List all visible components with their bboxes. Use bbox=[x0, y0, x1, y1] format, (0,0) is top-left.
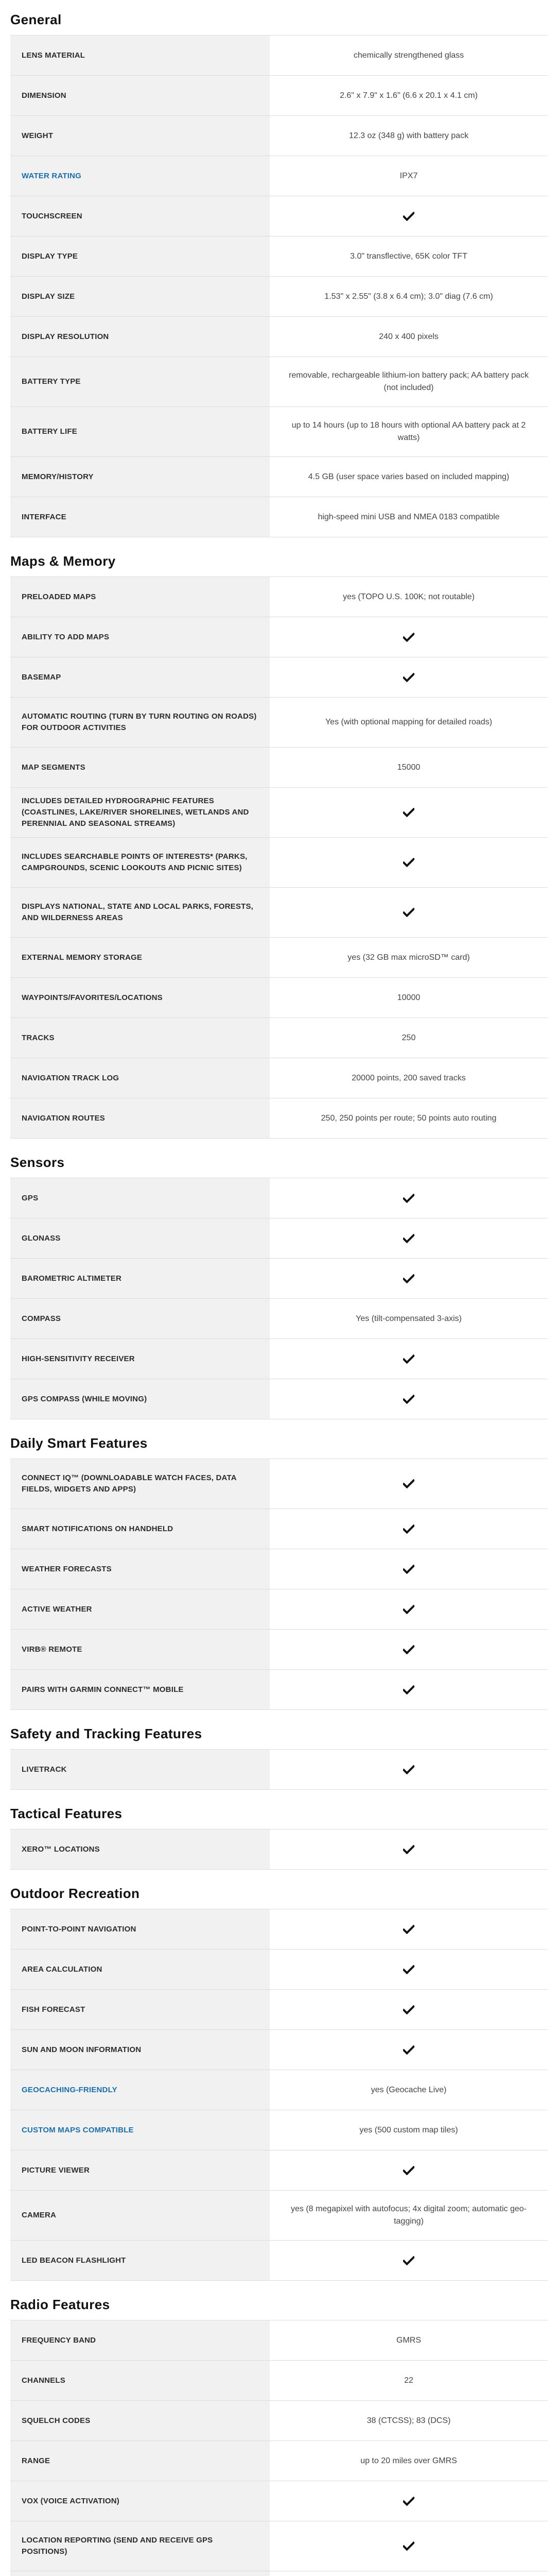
spec-table bbox=[10, 1749, 548, 1790]
spec-value: yes (TOPO U.S. 100K; not routable) bbox=[343, 592, 475, 601]
spec-value: 2.6" x 7.9" x 1.6" (6.6 x 20.1 x 4.1 cm) bbox=[340, 91, 478, 100]
spec-label: NAVIGATION ROUTES bbox=[10, 1098, 270, 1138]
spec-value: 1.53" x 2.55" (3.8 x 6.4 cm); 3.0" diag (7.6 cm) bbox=[324, 292, 493, 301]
spec-row bbox=[10, 1459, 548, 1509]
spec-label: NAVIGATION TRACK LOG bbox=[10, 1058, 270, 1098]
spec-value bbox=[270, 1259, 548, 1298]
spec-value: chemically strengthened glass bbox=[353, 50, 464, 60]
checkmark-icon bbox=[403, 1605, 414, 1614]
checkmark-icon bbox=[403, 1925, 414, 1934]
section-tactical-features bbox=[10, 1803, 548, 1870]
spec-label: SQUELCH CODES bbox=[10, 2401, 270, 2441]
spec-label-link[interactable]: CUSTOM MAPS COMPATIBLE bbox=[10, 2110, 270, 2150]
spec-value: yes (8 megapixel with autofocus; 4x digital zoom; automatic geo-tagging) bbox=[290, 2205, 527, 2226]
spec-label: VOX (VOICE ACTIVATION) bbox=[10, 2481, 270, 2521]
spec-row bbox=[10, 236, 548, 277]
checkmark-icon bbox=[403, 2045, 414, 2055]
spec-value bbox=[270, 838, 548, 887]
spec-value bbox=[270, 788, 548, 837]
spec-row bbox=[10, 277, 548, 317]
checkmark-icon bbox=[403, 1479, 414, 1488]
spec-row bbox=[10, 116, 548, 156]
spec-row bbox=[10, 156, 548, 196]
spec-table bbox=[10, 1829, 548, 1870]
spec-row bbox=[10, 978, 548, 1018]
spec-value: high-speed mini USB and NMEA 0183 compatible bbox=[318, 512, 500, 521]
spec-label: GPS bbox=[10, 1178, 270, 1218]
checkmark-icon bbox=[403, 1395, 414, 1404]
spec-row bbox=[10, 2320, 548, 2361]
spec-table bbox=[10, 577, 548, 1139]
spec-value bbox=[270, 2241, 548, 2280]
spec-value bbox=[270, 1379, 548, 1419]
spec-row bbox=[10, 76, 548, 116]
spec-value: 10000 bbox=[397, 993, 421, 1002]
spec-row bbox=[10, 2401, 548, 2441]
spec-label: LENS MATERIAL bbox=[10, 36, 270, 75]
section-title: Maps & Memory bbox=[10, 553, 116, 569]
spec-row bbox=[10, 1259, 548, 1299]
checkmark-icon bbox=[403, 673, 414, 682]
spec-label: WEIGHT bbox=[10, 116, 270, 156]
section-title: Daily Smart Features bbox=[10, 1435, 148, 1451]
spec-label: DISPLAY SIZE bbox=[10, 277, 270, 316]
spec-label: CAMERA bbox=[10, 2191, 270, 2240]
spec-label: SMART NOTIFICATIONS ON HANDHELD bbox=[10, 1509, 270, 1549]
spec-label-link[interactable]: GEOCACHING-FRIENDLY bbox=[10, 2070, 270, 2110]
spec-value: 20000 points, 200 saved tracks bbox=[352, 1073, 466, 1082]
spec-label bbox=[10, 2571, 270, 2576]
spec-table bbox=[10, 2320, 548, 2576]
spec-value: yes (500 custom map tiles) bbox=[359, 2125, 458, 2134]
section-outdoor-recreation bbox=[10, 1883, 548, 2281]
spec-label: LOCATION REPORTING (SEND AND RECEIVE GPS POSITIONS) bbox=[10, 2521, 270, 2571]
checkmark-icon bbox=[403, 1274, 414, 1283]
spec-label: POINT-TO-POINT NAVIGATION bbox=[10, 1909, 270, 1949]
spec-row bbox=[10, 407, 548, 457]
spec-row bbox=[10, 2150, 548, 2191]
checkmark-icon bbox=[403, 2005, 414, 2014]
spec-label: CHANNELS bbox=[10, 2361, 270, 2400]
checkmark-icon bbox=[403, 1565, 414, 1574]
spec-label: DISPLAY TYPE bbox=[10, 236, 270, 276]
spec-value bbox=[270, 1829, 548, 1869]
checkmark-icon bbox=[403, 808, 414, 817]
spec-row bbox=[10, 1218, 548, 1259]
spec-row bbox=[10, 2191, 548, 2241]
spec-label: BATTERY LIFE bbox=[10, 407, 270, 456]
spec-value bbox=[270, 1990, 548, 2029]
spec-value bbox=[270, 1630, 548, 1669]
spec-label: EXTERNAL MEMORY STORAGE bbox=[10, 938, 270, 977]
spec-label: HIGH-SENSITIVITY RECEIVER bbox=[10, 1339, 270, 1379]
spec-row bbox=[10, 788, 548, 838]
spec-row bbox=[10, 1829, 548, 1870]
spec-row bbox=[10, 2571, 548, 2576]
spec-label: FISH FORECAST bbox=[10, 1990, 270, 2029]
spec-row bbox=[10, 617, 548, 657]
spec-label: LIVETRACK bbox=[10, 1750, 270, 1789]
spec-value: 3.0" transflective, 65K color TFT bbox=[350, 251, 467, 261]
spec-value: up to 20 miles over GMRS bbox=[360, 2456, 457, 2465]
spec-label-link[interactable]: WATER RATING bbox=[10, 156, 270, 196]
spec-row bbox=[10, 938, 548, 978]
checkmark-icon bbox=[403, 1765, 414, 1774]
spec-label: AUTOMATIC ROUTING (TURN BY TURN ROUTING ON ROADS) FOR OUTDOOR ACTIVITIES bbox=[10, 698, 270, 747]
spec-row bbox=[10, 1670, 548, 1710]
checkmark-icon bbox=[403, 2497, 414, 2506]
section-title: Outdoor Recreation bbox=[10, 1886, 140, 1901]
spec-label: FREQUENCY BAND bbox=[10, 2320, 270, 2360]
spec-label: PRELOADED MAPS bbox=[10, 577, 270, 617]
spec-value bbox=[270, 2571, 548, 2576]
spec-value: 12.3 oz (348 g) with battery pack bbox=[348, 131, 469, 140]
spec-value: yes (32 GB max microSD™ card) bbox=[347, 953, 470, 962]
spec-value bbox=[270, 657, 548, 697]
section-safety-and-tracking-features bbox=[10, 1723, 548, 1790]
checkmark-icon bbox=[403, 212, 414, 221]
checkmark-icon bbox=[403, 1234, 414, 1243]
spec-row bbox=[10, 1909, 548, 1950]
spec-label: MAP SEGMENTS bbox=[10, 748, 270, 787]
section-title: Radio Features bbox=[10, 2297, 110, 2312]
spec-value: 4.5 GB (user space varies based on included mapping) bbox=[308, 472, 510, 481]
spec-label: TRACKS bbox=[10, 1018, 270, 1058]
spec-value bbox=[270, 617, 548, 657]
spec-row bbox=[10, 1058, 548, 1098]
spec-value bbox=[270, 1950, 548, 1989]
spec-table bbox=[10, 1909, 548, 2281]
spec-label: INCLUDES DETAILED HYDROGRAPHIC FEATURES (COASTLINES, LAKE/RIVER SHORELINES, WETLANDS AND PERENNIAL AND SEASONAL STREAMS) bbox=[10, 788, 270, 837]
section-title: General bbox=[10, 12, 62, 27]
spec-value bbox=[270, 2150, 548, 2190]
spec-label: COMPASS bbox=[10, 1299, 270, 1338]
spec-value: 250 bbox=[402, 1033, 416, 1042]
checkmark-icon bbox=[403, 1194, 414, 1203]
section-maps-memory bbox=[10, 551, 548, 1139]
spec-value: up to 14 hours (up to 18 hours with optional AA battery pack at 2 watts) bbox=[291, 421, 526, 442]
spec-value: 22 bbox=[404, 2376, 413, 2385]
checkmark-icon bbox=[403, 1354, 414, 1364]
spec-value: 240 x 400 pixels bbox=[379, 332, 439, 341]
spec-value: yes (Geocache Live) bbox=[371, 2085, 447, 2094]
spec-row bbox=[10, 2110, 548, 2150]
spec-label: TOUCHSCREEN bbox=[10, 196, 270, 236]
checkmark-icon bbox=[403, 1685, 414, 1694]
spec-label: GPS COMPASS (WHILE MOVING) bbox=[10, 1379, 270, 1419]
spec-value bbox=[270, 1750, 548, 1789]
spec-label: DISPLAY RESOLUTION bbox=[10, 317, 270, 357]
spec-row bbox=[10, 1178, 548, 1218]
checkmark-icon bbox=[403, 2541, 414, 2551]
checkmark-icon bbox=[403, 1645, 414, 1654]
spec-label: CONNECT IQ™ (DOWNLOADABLE WATCH FACES, DATA FIELDS, WIDGETS AND APPS) bbox=[10, 1459, 270, 1509]
spec-table bbox=[10, 1178, 548, 1419]
spec-row bbox=[10, 1950, 548, 1990]
spec-row bbox=[10, 497, 548, 537]
spec-row bbox=[10, 1589, 548, 1630]
checkmark-icon bbox=[403, 2166, 414, 2175]
section-radio-features bbox=[10, 2294, 548, 2576]
spec-label: PAIRS WITH GARMIN CONNECT™ MOBILE bbox=[10, 1670, 270, 1709]
checkmark-icon bbox=[403, 1965, 414, 1974]
spec-value bbox=[270, 1339, 548, 1379]
spec-row bbox=[10, 1630, 548, 1670]
spec-label: SUN AND MOON INFORMATION bbox=[10, 2030, 270, 2070]
spec-value: 15000 bbox=[397, 762, 421, 772]
spec-value bbox=[270, 888, 548, 937]
checkmark-icon bbox=[403, 1524, 414, 1534]
spec-label: DIMENSION bbox=[10, 76, 270, 115]
spec-row bbox=[10, 2070, 548, 2110]
spec-row bbox=[10, 1990, 548, 2030]
spec-label: LED BEACON FLASHLIGHT bbox=[10, 2241, 270, 2280]
checkmark-icon bbox=[403, 908, 414, 917]
spec-value: IPX7 bbox=[399, 171, 418, 180]
spec-value bbox=[270, 1509, 548, 1549]
spec-label: AREA CALCULATION bbox=[10, 1950, 270, 1989]
checkmark-icon bbox=[403, 2256, 414, 2265]
checkmark-icon bbox=[403, 1845, 414, 1854]
spec-value: Yes (tilt-compensated 3-axis) bbox=[356, 1314, 462, 1323]
spec-value: 250, 250 points per route; 50 points auto routing bbox=[321, 1113, 497, 1123]
spec-row bbox=[10, 196, 548, 236]
spec-row bbox=[10, 577, 548, 617]
section-general bbox=[10, 9, 548, 537]
spec-row bbox=[10, 1750, 548, 1790]
spec-row bbox=[10, 1379, 548, 1419]
spec-label: GLONASS bbox=[10, 1218, 270, 1258]
spec-value bbox=[270, 1589, 548, 1629]
section-sensors bbox=[10, 1152, 548, 1419]
spec-row bbox=[10, 2030, 548, 2070]
spec-label: BASEMAP bbox=[10, 657, 270, 697]
spec-label: WEATHER FORECASTS bbox=[10, 1549, 270, 1589]
spec-row bbox=[10, 1018, 548, 1058]
spec-row bbox=[10, 457, 548, 497]
section-daily-smart-features bbox=[10, 1433, 548, 1710]
spec-table bbox=[10, 35, 548, 537]
spec-row bbox=[10, 1098, 548, 1139]
spec-row bbox=[10, 2361, 548, 2401]
spec-label: ACTIVE WEATHER bbox=[10, 1589, 270, 1629]
section-title: Safety and Tracking Features bbox=[10, 1726, 202, 1741]
spec-row bbox=[10, 1549, 548, 1589]
spec-label: XERO™ LOCATIONS bbox=[10, 1829, 270, 1869]
spec-value bbox=[270, 1178, 548, 1218]
spec-label: BATTERY TYPE bbox=[10, 357, 270, 406]
spec-label: INTERFACE bbox=[10, 497, 270, 537]
spec-row bbox=[10, 1299, 548, 1339]
spec-row bbox=[10, 698, 548, 748]
spec-row bbox=[10, 1339, 548, 1379]
spec-value bbox=[270, 2521, 548, 2571]
spec-row bbox=[10, 838, 548, 888]
spec-label: VIRB® REMOTE bbox=[10, 1630, 270, 1669]
spec-value: GMRS bbox=[396, 2335, 421, 2345]
spec-row bbox=[10, 888, 548, 938]
spec-row bbox=[10, 2481, 548, 2521]
spec-value bbox=[270, 1909, 548, 1949]
spec-label: DISPLAYS NATIONAL, STATE AND LOCAL PARKS, FORESTS, AND WILDERNESS AREAS bbox=[10, 888, 270, 937]
spec-label: RANGE bbox=[10, 2441, 270, 2481]
spec-label: PICTURE VIEWER bbox=[10, 2150, 270, 2190]
spec-label: WAYPOINTS/FAVORITES/LOCATIONS bbox=[10, 978, 270, 1018]
spec-label: BAROMETRIC ALTIMETER bbox=[10, 1259, 270, 1298]
checkmark-icon bbox=[403, 858, 414, 867]
spec-value: removable, rechargeable lithium-ion battery pack; AA battery pack (not included) bbox=[288, 371, 529, 392]
spec-row bbox=[10, 317, 548, 357]
spec-row bbox=[10, 657, 548, 698]
spec-value: Yes (with optional mapping for detailed roads) bbox=[325, 718, 493, 726]
spec-value bbox=[270, 2481, 548, 2521]
spec-row bbox=[10, 2521, 548, 2571]
spec-value bbox=[270, 196, 548, 236]
section-title: Tactical Features bbox=[10, 1806, 123, 1821]
spec-value bbox=[270, 2030, 548, 2070]
spec-row bbox=[10, 357, 548, 407]
spec-value bbox=[270, 1218, 548, 1258]
spec-value bbox=[270, 1459, 548, 1509]
spec-row bbox=[10, 2441, 548, 2481]
spec-label: MEMORY/HISTORY bbox=[10, 457, 270, 497]
spec-row bbox=[10, 1509, 548, 1549]
spec-row bbox=[10, 36, 548, 76]
spec-row bbox=[10, 2241, 548, 2281]
spec-value bbox=[270, 1670, 548, 1709]
spec-label: ABILITY TO ADD MAPS bbox=[10, 617, 270, 657]
spec-table bbox=[10, 1459, 548, 1710]
section-title: Sensors bbox=[10, 1155, 65, 1170]
spec-row bbox=[10, 748, 548, 788]
checkmark-icon bbox=[403, 633, 414, 642]
spec-value: 38 (CTCSS); 83 (DCS) bbox=[367, 2416, 451, 2425]
spec-value bbox=[270, 1549, 548, 1589]
spec-label: INCLUDES SEARCHABLE POINTS OF INTERESTS* (PARKS, CAMPGROUNDS, SCENIC LOOKOUTS AND PICNIC SITES) bbox=[10, 838, 270, 887]
